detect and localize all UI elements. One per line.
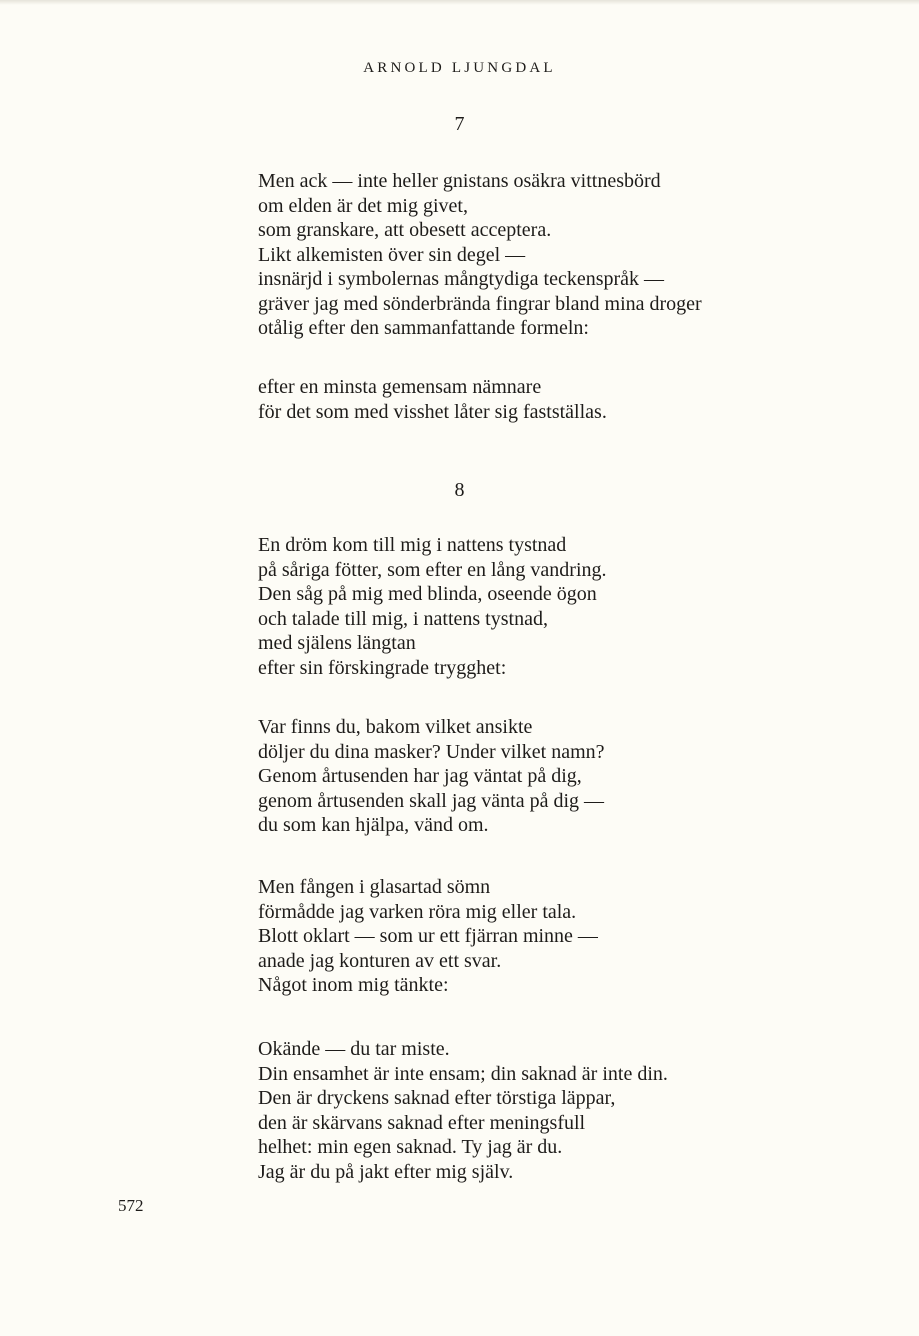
poem-line: och talade till mig, i nattens tystnad, (258, 607, 548, 630)
poem-line: gräver jag med sönderbrända fingrar bland mina droger (258, 292, 702, 315)
poem-line: för det som med visshet låter sig fastställas. (258, 400, 607, 423)
poem-line: Något inom mig tänkte: (258, 974, 449, 996)
poem-line: förmådde jag varken röra mig eller tala. (258, 900, 577, 923)
poem-line: med själens längtan (258, 632, 416, 654)
poem-line: Men fången i glasartad sömn (258, 876, 491, 898)
poem-line: du som kan hjälpa, vänd om. (258, 814, 489, 836)
running-header: ARNOLD LJUNGDAL (363, 60, 556, 76)
poem-line: om elden är det mig givet, (258, 194, 468, 217)
poem-line: insnärjd i symbolernas mångtydiga teckenspråk — (258, 268, 665, 290)
poem-line: Genom årtusenden har jag väntat på dig, (258, 765, 582, 787)
page-number: 572 (118, 1196, 144, 1215)
poem-line: Okände — du tar miste. (258, 1038, 450, 1060)
poem-line: En dröm kom till mig i nattens tystnad (258, 534, 567, 556)
poem-line: döljer du dina masker? Under vilket namn? (258, 740, 605, 763)
section-number-8: 8 (454, 479, 465, 501)
poem-line: efter en minsta gemensam nämnare (258, 376, 542, 398)
poem-line: Jag är du på jakt efter mig själv. (258, 1160, 514, 1183)
poem-line: Men ack — inte heller gnistans osäkra vittnesbörd (258, 170, 661, 192)
stanza (258, 1037, 668, 1184)
poem-line: genom årtusenden skall jag vänta på dig — (258, 789, 605, 812)
poem-line: otålig efter den sammanfattande formeln: (258, 317, 589, 339)
poem-line: Var finns du, bakom vilket ansikte (258, 716, 533, 738)
stanza (258, 533, 607, 680)
poem-line: Likt alkemisten över sin degel — (258, 243, 526, 266)
poem-line: Din ensamhet är inte ensam; din saknad är inte din. (258, 1062, 668, 1085)
stanza (258, 375, 607, 424)
poem-line: efter sin förskingrade trygghet: (258, 656, 507, 679)
poem-line: den är skärvans saknad efter meningsfull (258, 1111, 586, 1134)
poem-line: helhet: min egen saknad. Ty jag är du. (258, 1136, 563, 1158)
poem-line: som granskare, att obesett acceptera. (258, 219, 552, 241)
poem-line: Blott oklart — som ur ett fjärran minne — (258, 925, 598, 947)
stanza (258, 715, 605, 838)
poem-line: Den är dryckens saknad efter törstiga läppar, (258, 1087, 616, 1109)
page-edge (0, 0, 919, 5)
section-number-7: 7 (454, 113, 465, 135)
poem-line: Den såg på mig med blinda, oseende ögon (258, 583, 597, 605)
stanza (258, 875, 598, 998)
poem-line: på såriga fötter, som efter en lång vandring. (258, 558, 607, 581)
stanza (258, 169, 702, 341)
poem-line: anade jag konturen av ett svar. (258, 949, 502, 972)
